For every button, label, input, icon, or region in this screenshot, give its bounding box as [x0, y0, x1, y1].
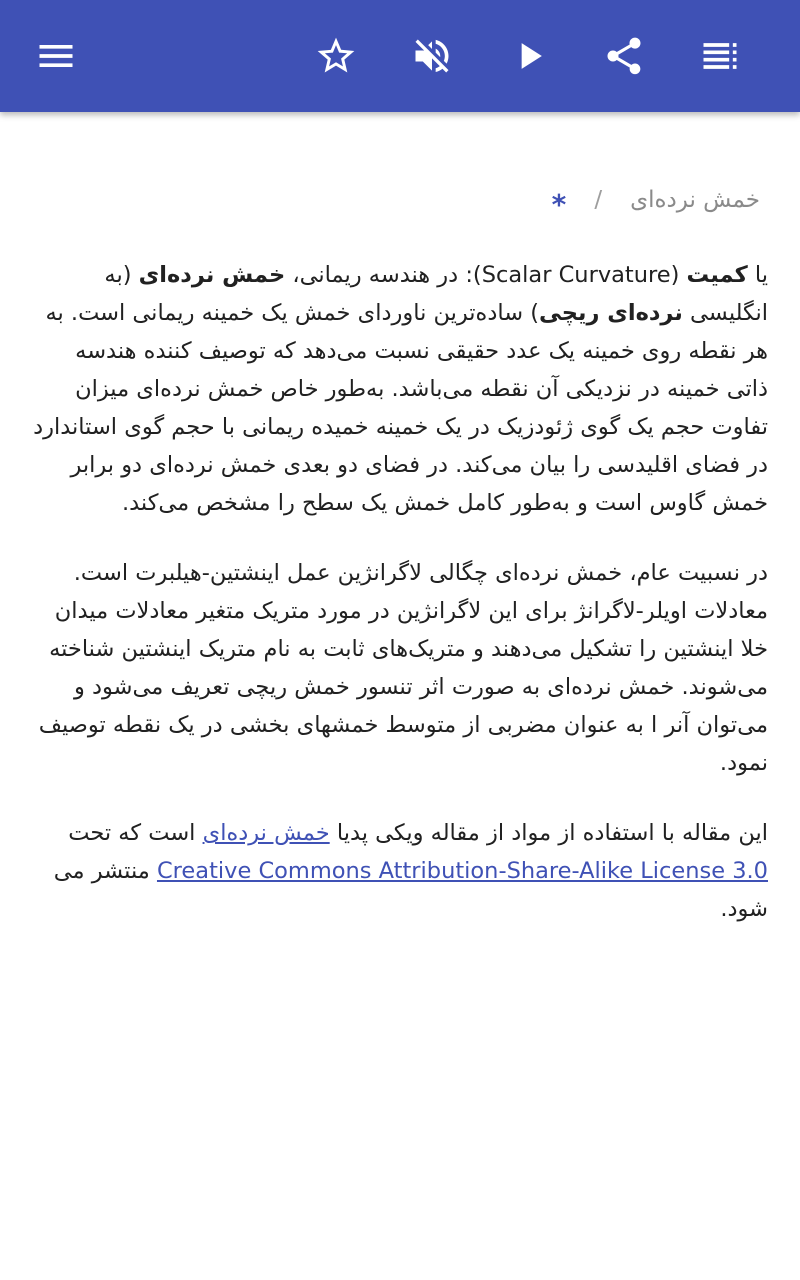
- share-button[interactable]: [592, 24, 656, 88]
- text-run: منتشر می شود.: [53, 858, 768, 922]
- breadcrumb-home[interactable]: *: [551, 187, 567, 221]
- text-run: است که تحت: [68, 820, 203, 846]
- text-run: ) ساده‌ترین ناوردای خمش یک خمینه ریمانی است. به هر نقطه روی خمینه یک عدد حقیقی نسبت می‌دهد که توصیف کننده هندسه ذاتی خمینه در نزدیکی آن نقطه می‌باشد. به‌طور خاص خمش نرده‌ای میزان تفاوت حجم یک گوی ژئودزیک در یک خمینه خمیده ریمانی با حجم گوی استاندارد در فضای اقلیدسی را بیان می‌کند. در فضای دو بعدی خمش نرده‌ای دو برابر خمش گاوس است و به‌طور کامل خمش یک سطح را مشخص می‌کند.: [33, 300, 768, 516]
- license-link[interactable]: Creative Commons Attribution-Share-Alike License 3.0: [156, 858, 768, 884]
- table-of-contents-button[interactable]: [688, 24, 752, 88]
- breadcrumb-separator: /: [594, 187, 603, 213]
- bold-term-quantity: کمیت: [686, 262, 748, 288]
- breadcrumb-current: خمش نرده‌ای: [630, 187, 760, 213]
- text-run: این مقاله با استفاده از مواد از مقاله ویکی پدیا: [329, 820, 768, 846]
- menu-button[interactable]: [24, 24, 88, 88]
- favorite-button[interactable]: [304, 24, 368, 88]
- article-body: [32, 256, 768, 928]
- wikipedia-article-link[interactable]: خمش نرده‌ای: [202, 820, 330, 846]
- share-icon: [602, 34, 646, 78]
- text-run: (Scalar Curvature): در هندسه ریمانی،: [285, 262, 687, 288]
- article-paragraph-1: [32, 256, 768, 522]
- app-bar: [0, 0, 800, 112]
- breadcrumb: [40, 178, 760, 222]
- attribution-note: [32, 814, 768, 928]
- text-run: (به انگلیسی: [104, 262, 768, 326]
- text-run: یا: [747, 262, 768, 288]
- bold-term-ricci-scalar: نرده‌ای ریچی: [539, 300, 683, 326]
- bold-term-scalar-curvature: خمش نرده‌ای: [138, 262, 286, 288]
- volume-off-icon: [410, 34, 454, 78]
- article-paragraph-2: در نسبیت عام، خمش نرده‌ای چگالی لاگرانژین عمل اینشتین-هیلبرت است. معادلات اویلر-لاگرانژ برای این لاگرانژین در مورد متریک متغیر معادلات میدان خلا اینشتین را تشکیل می‌دهند و متریک‌های ثابت به نام متریک اینشتین شناخته می‌شوند. خمش نرده‌ای به صورت اثر تنسور خمش ریچی تعریف می‌شود و می‌توان آنر ا به عنوان مضربی از متوسط خمشهای بخشی در یک نقطه توصیف نمود.: [38, 560, 768, 776]
- star-outline-icon: [314, 34, 358, 78]
- play-button[interactable]: [497, 24, 561, 88]
- mute-button[interactable]: [400, 24, 464, 88]
- list-icon: [698, 34, 742, 78]
- play-icon: [507, 34, 551, 78]
- hamburger-menu-icon: [34, 34, 78, 78]
